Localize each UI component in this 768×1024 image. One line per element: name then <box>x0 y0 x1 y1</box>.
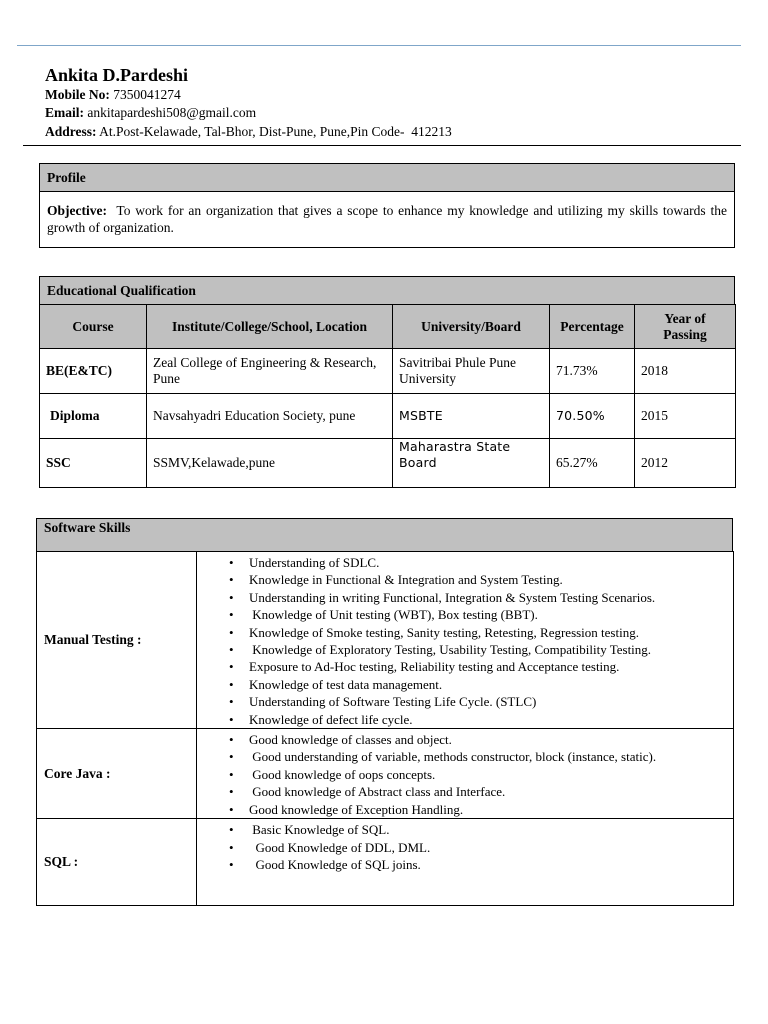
skill-list <box>197 731 733 818</box>
email-value: ankitapardeshi508@gmail.com <box>87 105 257 120</box>
table-row <box>40 439 736 488</box>
list-item: • Knowledge of Unit testing (WBT), Box testing (BBT). <box>249 606 733 623</box>
email-line <box>45 104 735 122</box>
percentage-cell: 70.50% <box>550 394 635 439</box>
address-value: At.Post-Kelawade, Tal-Bhor, Dist-Pune, Pune,Pin Code- 412213 <box>99 124 452 139</box>
course-cell: BE(E&TC) <box>40 349 147 394</box>
list-item: • Good Knowledge of SQL joins. <box>249 856 733 873</box>
objective-text: To work for an organization that gives a scope to enhance my knowledge and utilizing my skills towards the growth of organization. <box>47 203 727 235</box>
list-item: • Good understanding of variable, methods constructor, block (instance, static). <box>249 748 733 765</box>
list-item: • Understanding of SDLC. <box>249 554 733 571</box>
column-header: University/Board <box>393 305 550 349</box>
email-label: Email: <box>45 105 84 120</box>
list-item: • Knowledge of defect life cycle. <box>249 711 733 728</box>
skill-group-row <box>37 729 734 819</box>
board-cell: MSBTE <box>393 394 550 439</box>
skill-list <box>197 554 733 728</box>
address-line <box>45 123 735 141</box>
table-row <box>40 349 736 394</box>
profile-title: Profile <box>40 164 734 192</box>
address-label: Address: <box>45 124 97 139</box>
course-cell: SSC <box>40 439 147 488</box>
education-table <box>39 304 736 488</box>
list-item: • Knowledge in Functional & Integration and System Testing. <box>249 571 733 588</box>
list-item: • Good knowledge of Abstract class and Interface. <box>249 783 733 800</box>
skill-group-row <box>37 819 734 906</box>
skill-list-cell <box>197 819 734 906</box>
skill-group-label: Manual Testing : <box>37 552 197 729</box>
mobile-value: 7350041274 <box>113 87 181 102</box>
skill-group-label: SQL : <box>37 819 197 906</box>
institute-cell: SSMV,Kelawade,pune <box>147 439 393 488</box>
education-header-row <box>40 305 736 349</box>
column-header: Course <box>40 305 147 349</box>
software-skills-title: Software Skills <box>36 518 733 551</box>
skill-list <box>197 821 733 873</box>
skill-list-cell <box>197 552 734 729</box>
skill-group-row <box>37 552 734 729</box>
resume-header <box>45 64 735 141</box>
software-skills-table <box>36 551 734 906</box>
column-header: Percentage <box>550 305 635 349</box>
mobile-label: Mobile No: <box>45 87 110 102</box>
percentage-cell: 65.27% <box>550 439 635 488</box>
skill-group-label: Core Java : <box>37 729 197 819</box>
mobile-line <box>45 86 735 104</box>
list-item: • Exposure to Ad-Hoc testing, Reliability testing and Acceptance testing. <box>249 658 733 675</box>
profile-section <box>39 163 735 248</box>
list-item: • Good Knowledge of DDL, DML. <box>249 839 733 856</box>
year-cell: 2012 <box>635 439 736 488</box>
year-cell: 2015 <box>635 394 736 439</box>
candidate-name: Ankita D.Pardeshi <box>45 65 189 85</box>
board-cell: Maharastra State Board <box>393 439 550 488</box>
board-cell: Savitribai Phule Pune University <box>393 349 550 394</box>
software-skills-section <box>36 518 733 906</box>
list-item: • Knowledge of test data management. <box>249 676 733 693</box>
objective-label: Objective: <box>47 203 107 218</box>
institute-cell: Zeal College of Engineering & Research, Pune <box>147 349 393 394</box>
header-divider <box>23 145 741 146</box>
percentage-cell: 71.73% <box>550 349 635 394</box>
list-item: • Basic Knowledge of SQL. <box>249 821 733 838</box>
top-divider <box>17 45 741 46</box>
course-cell: Diploma <box>40 394 147 439</box>
skill-list-cell <box>197 729 734 819</box>
list-item: • Understanding of Software Testing Life Cycle. (STLC) <box>249 693 733 710</box>
list-item: • Good knowledge of classes and object. <box>249 731 733 748</box>
list-item: • Understanding in writing Functional, Integration & System Testing Scenarios. <box>249 589 733 606</box>
education-section <box>39 276 735 488</box>
column-header: Year of Passing <box>635 305 736 349</box>
institute-cell: Navsahyadri Education Society, pune <box>147 394 393 439</box>
table-row <box>40 394 736 439</box>
objective-paragraph <box>40 192 734 247</box>
list-item: • Good knowledge of oops concepts. <box>249 766 733 783</box>
column-header: Institute/College/School, Location <box>147 305 393 349</box>
education-title: Educational Qualification <box>39 276 735 304</box>
year-cell: 2018 <box>635 349 736 394</box>
list-item: • Good knowledge of Exception Handling. <box>249 801 733 818</box>
list-item: • Knowledge of Exploratory Testing, Usability Testing, Compatibility Testing. <box>249 641 733 658</box>
list-item: • Knowledge of Smoke testing, Sanity testing, Retesting, Regression testing. <box>249 624 733 641</box>
